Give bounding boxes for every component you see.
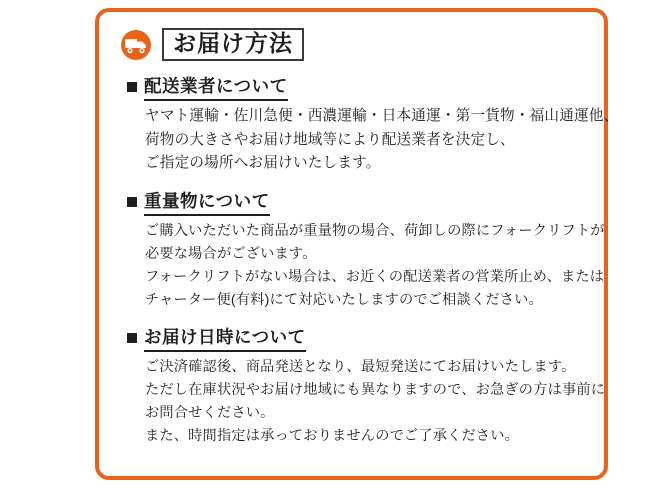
square-bullet-icon (127, 82, 137, 92)
delivery-truck-icon (119, 30, 153, 60)
section-heavy-items (119, 188, 605, 312)
body-line: また、時間指定は承っておりませんのでご了承ください。 (145, 427, 520, 444)
body-line: フォークリフトがない場合は、お近くの配送業者の営業所止め、または (145, 268, 605, 285)
section-shipping-carrier (119, 73, 619, 176)
card-inner (99, 12, 619, 476)
card-header (119, 28, 586, 61)
section-body-delivery-datetime (145, 356, 606, 448)
delivery-info-card (95, 8, 619, 480)
section-title: お届け日時について (144, 324, 306, 352)
body-line: ご購入いただいた商品が重量物の場合、荷卸しの際にフォークリフトが (145, 222, 605, 239)
card-title-box (162, 28, 304, 61)
body-line: 必要な場合がございます。 (145, 245, 317, 262)
body-line: 荷物の大きさやお届け地域等により配送業者を決定し、 (145, 131, 515, 148)
square-bullet-icon (127, 197, 137, 207)
body-line: ご決済確認後、商品発送となり、最短発送にてお届けいたします。 (145, 358, 576, 375)
body-line: ヤマト運輸・佐川急便・西濃運輸・日本通運・第一貨物・福山通運他、 (145, 108, 619, 124)
section-title: 重量物について (144, 188, 270, 216)
section-body-shipping-carrier (145, 105, 619, 176)
card-title: お届け方法 (173, 30, 293, 56)
section-heading-shipping-carrier (127, 73, 586, 101)
section-heading-delivery-datetime (127, 324, 586, 352)
section-title: 配送業者について (144, 73, 288, 101)
body-line: チャーター便(有料)にて対応いたしますのでご相談ください。 (145, 291, 543, 308)
square-bullet-icon (127, 333, 137, 343)
body-line: ただし在庫状況やお届け地域にも異なりますので、お急ぎの方は事前に (145, 381, 606, 398)
section-body-heavy-items (145, 220, 605, 312)
body-line: お問合せください。 (145, 404, 275, 421)
section-heading-heavy-items (127, 188, 586, 216)
section-delivery-datetime (119, 324, 606, 448)
body-line: ご指定の場所へお届けいたします。 (145, 155, 381, 172)
